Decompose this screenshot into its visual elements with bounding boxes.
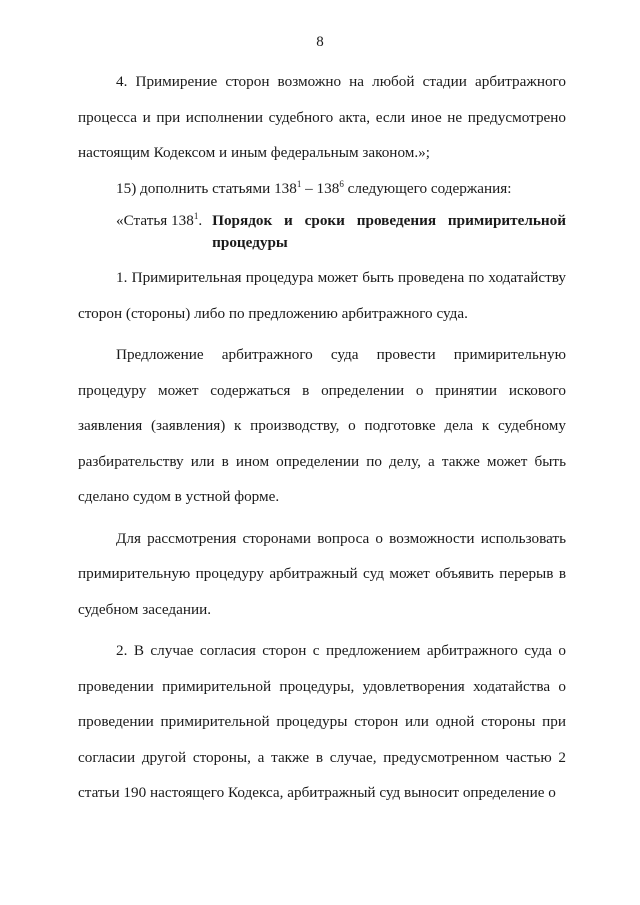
superscript-1: 1 <box>296 178 302 189</box>
amendment-text-end: следующего содержания: <box>343 179 512 197</box>
paragraph-court-proposal: Предложение арбитражного суда провести примирительную процедуру может содержаться в определении о принятии искового заявления (заявления) к производству, о подготовке дела к судебному разбирательству или в ином определении по делу, а также может быть сделано судом в устной форме. <box>78 346 566 505</box>
article-title: Порядок и сроки проведения примирительной процедуры <box>212 212 566 251</box>
article-heading <box>78 210 566 254</box>
amendment-text-middle: – 138 <box>301 179 340 197</box>
paragraph-ruling: 2. В случае согласия сторон с предложением арбитражного суда о проведении примирительной процедуры, удовлетворения ходатайства о проведении примирительной процедуры сторон или одной стороны при согласии другой стороны, а также в случае, предусмотренном частью 2 статьи 190 настоящего Кодекса, арбитражный суд выносит определение о <box>78 642 566 801</box>
amendment-text-start: 15) дополнить статьями 138 <box>116 179 297 197</box>
paragraph-procedure-initiation: 1. Примирительная процедура может быть проведена по ходатайству сторон (стороны) либо по предложению арбитражного суда. <box>78 269 566 322</box>
paragraph-reconciliation-clause: 4. Примирение сторон возможно на любой стадии арбитражного процесса и при исполнении судебного акта, если иное не предусмотрено настоящим Кодексом и иным федеральным законом.»; <box>78 73 566 161</box>
article-number-text: «Статья 138 <box>116 212 194 229</box>
article-superscript: 1 <box>193 210 199 221</box>
article-number <box>78 210 212 254</box>
paragraph-recess: Для рассмотрения сторонами вопроса о возможности использовать примирительную процедуру арбитражный суд может объявить перерыв в судебном заседании. <box>78 529 566 618</box>
article-number-dot: . <box>198 212 203 229</box>
page-number: 8 <box>316 34 324 50</box>
document-body <box>78 64 566 811</box>
paragraph-amendment-item-15 <box>78 171 566 207</box>
superscript-6: 6 <box>339 178 344 189</box>
